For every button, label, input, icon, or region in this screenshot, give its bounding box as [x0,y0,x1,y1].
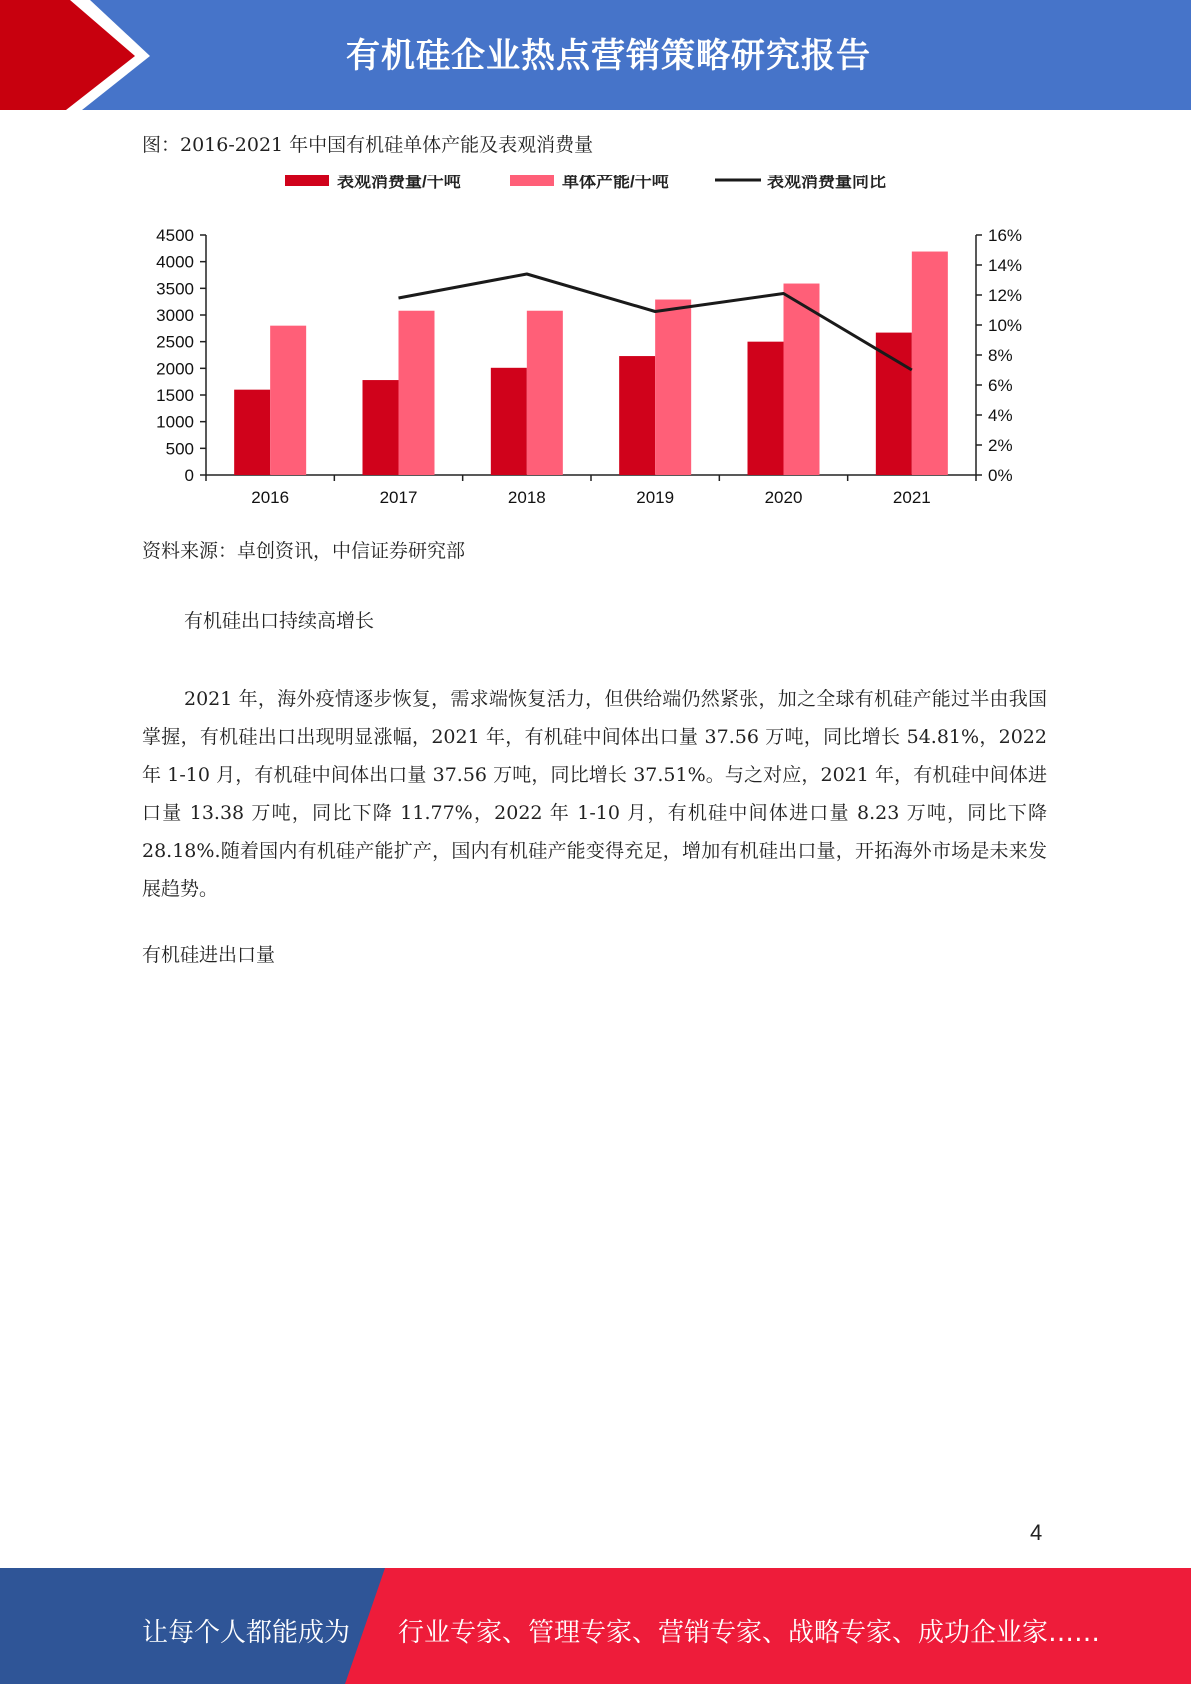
chart-line [399,274,912,370]
chart [130,175,1060,520]
y-left-tick-label: 1000 [156,412,194,432]
bar [491,368,527,475]
page-header [0,0,1191,110]
figure-source: 资料来源：卓创资讯，中信证券研究部 [142,540,466,562]
bar [363,380,399,475]
report-title: 有机硅企业热点营销策略研究报告 [346,36,871,76]
chart-svg [130,175,1060,520]
y-right-tick-label: 16% [988,226,1023,245]
y-right-tick-label: 0% [988,466,1013,485]
y-left-tick-label: 4500 [156,226,194,245]
bar [270,326,306,475]
bar [748,342,784,475]
y-right-tick-label: 14% [988,256,1023,275]
chart-bars [234,252,948,475]
bar [912,252,948,475]
x-tick-label: 2020 [764,488,803,507]
footer-slogan-left: 让每个人都能成为 [142,1618,351,1648]
y-left-tick-label: 0 [184,466,194,485]
x-tick-label: 2017 [379,488,418,507]
legend-label: 表观消费量同比 [767,175,886,191]
bar [399,311,435,475]
body-paragraph: 2021 年，海外疫情逐步恢复，需求端恢复活力，但供给端仍然紧张，加之全球有机硅产能过半由我国掌握，有机硅出口出现明显涨幅，2021 年，有机硅中间体出口量 37.56 万吨，同比增长 54.81%，2022 年 1-10 月，有机硅中间体出口量 37.56 万吨，同比增长 37.51%。与之对应，2021 年，有机硅中间体进口量 13.38 万吨，同比下降 11.77%，2022 年 1-10 月，有机硅中间体进口量 8.23 万吨，同比下降 28.18%.随着国内有机硅产能扩产，国内有机硅产能变得充足，增加有机硅出口量，开拓海外市场是未来发展趋势。 [142,688,1047,900]
y-left-tick-label: 3500 [156,279,194,299]
line-series-yoy [399,274,912,370]
y-right-tick-label: 2% [988,436,1013,455]
figure-caption: 图：2016-2021 年中国有机硅单体产能及表观消费量 [142,134,594,156]
footer-slogan-right: 行业专家、管理专家、营销专家、战略专家、成功企业家…… [398,1618,1101,1648]
y-left-tick-label: 3000 [156,306,194,325]
y-right-tick-label: 6% [988,376,1013,395]
chart-legend [285,175,886,191]
bar [655,300,691,475]
page-number: 4 [1030,1520,1043,1545]
section-heading: 有机硅出口持续高增长 [184,610,375,632]
legend-label: 单体产能/千吨 [562,175,669,191]
y-left-tick-label: 4000 [156,252,194,272]
y-left-tick-label: 1500 [156,386,194,405]
y-right-tick-label: 4% [988,406,1013,425]
bar [234,390,270,475]
y-left-tick-label: 2000 [156,359,194,379]
bar [527,311,563,475]
sub-heading: 有机硅进出口量 [142,944,276,966]
bar [619,356,655,475]
x-tick-label: 2018 [507,488,546,507]
y-right-tick-label: 12% [988,286,1023,305]
x-tick-label: 2016 [251,488,290,507]
legend-swatch [510,175,554,186]
y-right-tick-label: 10% [988,316,1023,335]
y-right-tick-label: 8% [988,346,1013,365]
legend-swatch [285,175,329,186]
bar [876,333,912,475]
y-left-tick-label: 500 [165,439,194,459]
page-footer [0,1568,1191,1684]
x-tick-label: 2021 [892,488,931,507]
x-tick-label: 2019 [636,488,675,507]
y-left-tick-label: 2500 [156,332,194,352]
legend-label: 表观消费量/千吨 [337,175,461,191]
